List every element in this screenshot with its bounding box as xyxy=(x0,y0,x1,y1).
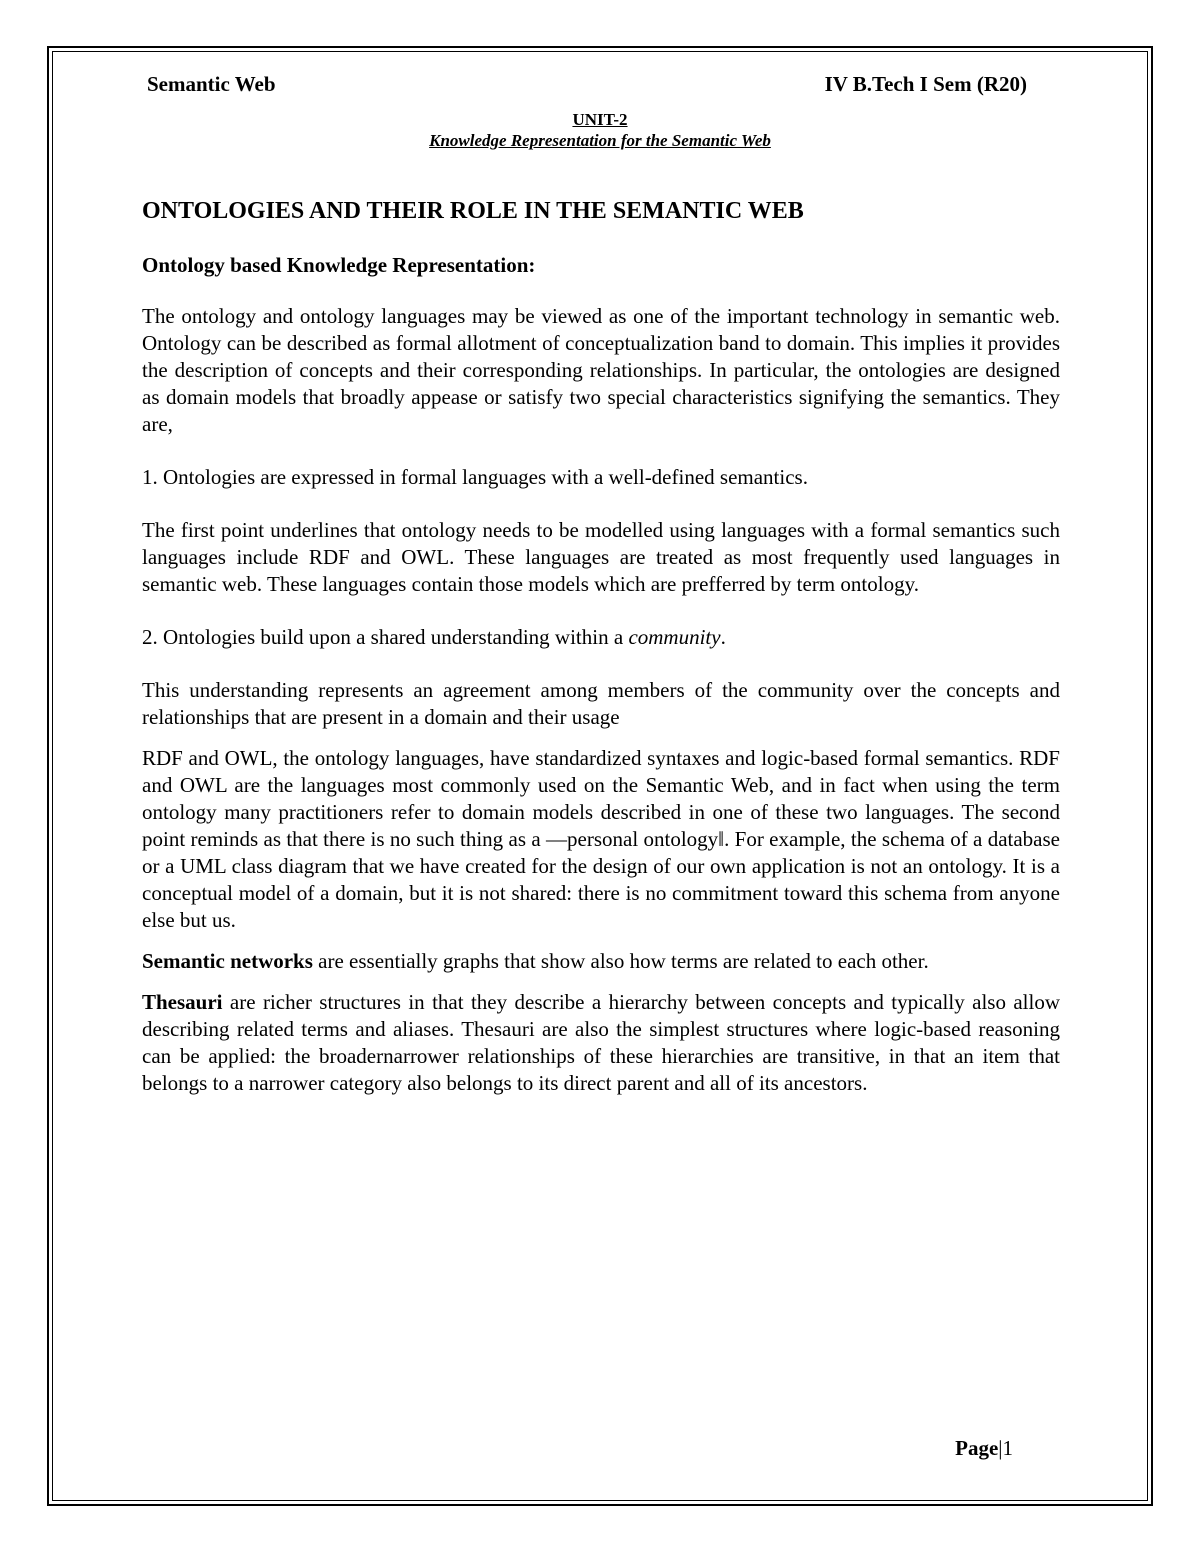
term-semantic-networks: Semantic networks xyxy=(142,949,313,973)
semantic-networks-definition: are essentially graphs that show also how terms are related to each other. xyxy=(312,949,929,973)
point-2-emphasis: community xyxy=(628,625,721,649)
point-2-suffix: . xyxy=(720,625,726,649)
point-2-text: 2. Ontologies build upon a shared understanding within a xyxy=(142,625,629,649)
paragraph-thesauri xyxy=(142,989,1060,1097)
unit-label: UNIT-2 xyxy=(572,110,628,129)
page-number xyxy=(955,1436,1013,1461)
document-body xyxy=(142,196,1060,1097)
page-number-value: 1 xyxy=(1002,1436,1013,1460)
paragraph-rdf-owl: RDF and OWL, the ontology languages, have standardized syntaxes and logic-based formal semantics. RDF and OWL are the languages most commonly used on the Semantic Web, and in fact when using the term ontology many practitioners refer to domain models described in one of these two languages. The second point reminds as that there is no such thing as a ―personal ontology‖. For example, the schema of a database or a UML class diagram that we have created for the design of our own application is not an ontology. It is a conceptual model of a domain, but it is not shared: there is no commitment toward this schema from anyone else but us. xyxy=(142,746,1060,932)
thesauri-definition: are richer structures in that they describe a hierarchy between concepts and typically also allow describing related terms and aliases. Thesauri are also the simplest structures where logic-based reasoning can be applied: the broadernarrower relationships of these hierarchies are transitive, in that an item that belongs to a narrower category also belongs to its direct parent and all of its ancestors. xyxy=(142,990,1060,1095)
header-course-level: IV B.Tech I Sem (R20) xyxy=(824,72,1027,96)
subsection-title: Ontology based Knowledge Representation: xyxy=(142,253,536,277)
section-title: ONTOLOGIES AND THEIR ROLE IN THE SEMANTIC WEB xyxy=(142,198,804,224)
header-course-title: Semantic Web xyxy=(147,72,276,96)
list-item-point-2 xyxy=(142,624,1060,651)
paragraph-intro: The ontology and ontology languages may be viewed as one of the important technology in semantic web. Ontology can be described as formal allotment of conceptualization band to domain. This implies it provides the description of concepts and their corresponding relationships. In particular, the ontologies are designed as domain models that broadly appease or satisfy two special characteristics signifying the semantics. They are, xyxy=(142,304,1060,436)
page-label: Page xyxy=(955,1436,999,1460)
paragraph-semantic-networks xyxy=(142,948,1060,975)
paragraph-point-2-explanation: This understanding represents an agreement among members of the community over the concepts and relationships that are present in a domain and their usage xyxy=(142,678,1060,729)
unit-subtitle: Knowledge Representation for the Semantic Web xyxy=(429,131,771,150)
page-header xyxy=(147,72,1027,98)
term-thesauri: Thesauri xyxy=(142,990,223,1014)
page-separator: | xyxy=(998,1436,1003,1460)
list-item-point-1: 1. Ontologies are expressed in formal languages with a well-defined semantics. xyxy=(142,465,808,489)
paragraph-point-1-explanation: The first point underlines that ontology needs to be modelled using languages with a formal semantics such languages include RDF and OWL. These languages are treated as most frequently used languages in semantic web. These languages contain those models which are prefferred by term ontology. xyxy=(142,518,1060,596)
